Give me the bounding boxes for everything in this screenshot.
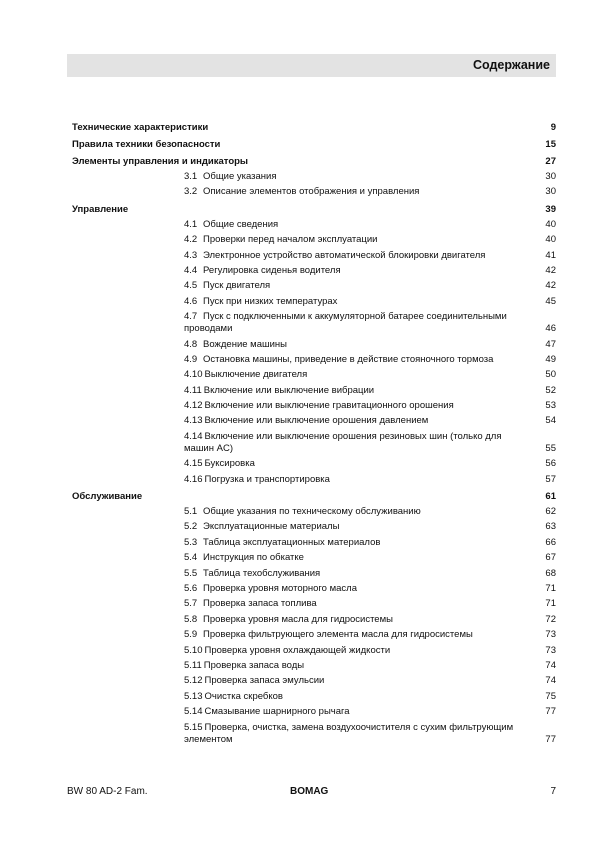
toc-item-page: 57 xyxy=(545,473,556,485)
toc-subsection-row[interactable] xyxy=(72,234,556,246)
toc-subsection-row[interactable] xyxy=(72,186,556,198)
table-of-contents xyxy=(72,120,556,749)
toc-item-page: 68 xyxy=(545,567,556,579)
toc-item-page: 71 xyxy=(545,582,556,594)
toc-item-page: 63 xyxy=(545,521,556,533)
toc-item-title: Проверка уровня моторного масла xyxy=(203,582,357,594)
toc-subsection-row[interactable] xyxy=(72,537,556,549)
toc-item-title: Правила техники безопасности xyxy=(72,139,221,150)
toc-item-number: 5.15 xyxy=(184,721,203,733)
toc-item-number: 4.15 xyxy=(184,458,203,470)
toc-subsection-row[interactable] xyxy=(72,385,556,397)
toc-item-page: 40 xyxy=(545,218,556,230)
toc-item-number: 4.14 xyxy=(184,430,203,442)
toc-item-page: 45 xyxy=(545,295,556,307)
toc-item-title: Проверка запаса топлива xyxy=(203,598,317,610)
toc-item-number: 4.9 xyxy=(184,353,198,365)
toc-item-page: 41 xyxy=(545,249,556,261)
toc-item-title: Выключение двигателя xyxy=(204,369,308,381)
toc-item-number: 4.10 xyxy=(184,369,203,381)
toc-item-page: 49 xyxy=(545,353,556,365)
toc-item-title: Обслуживание xyxy=(72,491,143,503)
toc-item-number: 4.5 xyxy=(184,280,198,292)
toc-subsection-row[interactable] xyxy=(72,521,556,533)
toc-item-title: Таблица эксплуатационных материалов xyxy=(203,536,381,548)
toc-item-title: Остановка машины, приведение в действие стояночного тормоза xyxy=(203,353,494,365)
toc-item-title: Смазывание шарнирного рычага xyxy=(204,706,350,718)
toc-subsection-row[interactable] xyxy=(72,296,556,308)
toc-item-page: 67 xyxy=(545,552,556,564)
toc-item-page: 15 xyxy=(545,139,556,150)
toc-item-number: 4.6 xyxy=(184,295,198,307)
toc-subsection-row[interactable] xyxy=(72,506,556,518)
toc-item-number: 5.13 xyxy=(184,690,203,702)
toc-item-title: Очистка скребков xyxy=(204,690,283,702)
page-title: Содержание xyxy=(472,58,550,72)
toc-item-title: Пуск двигателя xyxy=(203,280,271,292)
toc-item-title: Проверка фильтрующего элемента масла для гидросистемы xyxy=(203,629,473,641)
toc-subsection-row[interactable] xyxy=(72,458,556,470)
toc-item-title: Эксплуатационные материалы xyxy=(203,521,340,533)
toc-subsection-row[interactable] xyxy=(72,675,556,687)
toc-item-page: 77 xyxy=(545,733,556,745)
header-bar xyxy=(67,54,556,77)
toc-item-title: Буксировка xyxy=(204,458,255,470)
toc-item-title: Общие указания xyxy=(203,171,277,182)
toc-item-number: 4.2 xyxy=(184,234,198,246)
toc-item-title: Общие сведения xyxy=(203,218,279,230)
toc-item-number: 5.5 xyxy=(184,567,198,579)
toc-subsection-row[interactable] xyxy=(72,474,556,486)
toc-item-page: 39 xyxy=(545,203,556,215)
toc-item-title: Проверка, очистка, замена воздухоочистителя с сухим фильтрующим элементом xyxy=(184,721,514,745)
toc-item-number: 4.11 xyxy=(184,384,202,396)
toc-item-number: 5.14 xyxy=(184,706,203,718)
toc-item-title: Проверка уровня масла для гидросистемы xyxy=(203,613,393,625)
toc-item-page: 9 xyxy=(550,122,556,133)
toc-subsection-row[interactable] xyxy=(72,568,556,580)
toc-section-row[interactable] xyxy=(72,202,556,219)
toc-item-number: 5.1 xyxy=(184,506,198,518)
toc-item-number: 4.7 xyxy=(184,311,198,323)
toc-item-title: Общие указания по техническому обслуживанию xyxy=(203,506,421,518)
toc-item-title: Электронное устройство автоматической блокировки двигателя xyxy=(203,249,486,261)
toc-subsection-row[interactable] xyxy=(72,280,556,292)
toc-item-number: 3.2 xyxy=(184,186,198,198)
toc-item-page: 74 xyxy=(545,675,556,687)
toc-section-row[interactable] xyxy=(72,489,556,506)
toc-item-page: 62 xyxy=(545,506,556,518)
toc-item-title: Вождение машины xyxy=(203,338,287,350)
toc-item-title: Включение или выключение орошения резиновых шин (только для машин AC) xyxy=(184,430,502,454)
toc-item-page: 73 xyxy=(545,629,556,641)
toc-item-number: 5.2 xyxy=(184,521,198,533)
toc-item-number: 4.8 xyxy=(184,338,198,350)
toc-item-title: Инструкция по обкатке xyxy=(203,552,304,564)
toc-item-title: Управление xyxy=(72,203,129,215)
toc-subsection-row[interactable] xyxy=(72,645,556,657)
toc-subsection-row[interactable] xyxy=(72,598,556,610)
toc-subsection-row[interactable] xyxy=(72,583,556,595)
toc-item-page: 77 xyxy=(545,706,556,718)
toc-item-title: Описание элементов отображения и управления xyxy=(203,186,420,198)
toc-section-row[interactable] xyxy=(72,154,556,171)
toc-item-number: 5.9 xyxy=(184,629,198,641)
toc-item-number: 4.4 xyxy=(184,264,198,276)
toc-item-title: Пуск при низких температурах xyxy=(203,295,338,307)
toc-subsection-row[interactable] xyxy=(72,629,556,641)
toc-subsection-row[interactable] xyxy=(72,552,556,564)
footer-brand: BOMAG xyxy=(290,786,329,797)
toc-item-title: Включение или выключение гравитационного орошения xyxy=(204,400,454,412)
toc-item-page: 71 xyxy=(545,598,556,610)
toc-subsection-row[interactable] xyxy=(72,354,556,366)
toc-item-title: Таблица техобслуживания xyxy=(203,567,321,579)
toc-item-title: Пуск с подключенными к аккумуляторной батарее соединительными проводами xyxy=(184,311,507,335)
toc-subsection-row[interactable] xyxy=(72,339,556,351)
toc-item-page: 52 xyxy=(545,384,556,396)
toc-item-page: 75 xyxy=(545,690,556,702)
toc-item-page: 56 xyxy=(545,458,556,470)
toc-item-page: 54 xyxy=(545,415,556,427)
toc-item-page: 40 xyxy=(545,234,556,246)
toc-subsection-row[interactable] xyxy=(72,691,556,703)
toc-item-number: 5.11 xyxy=(184,659,202,671)
toc-item-number: 5.7 xyxy=(184,598,198,610)
toc-item-title: Включение или выключение орошения давлением xyxy=(204,415,429,427)
toc-subsection-row[interactable] xyxy=(72,706,556,718)
toc-subsection-row[interactable] xyxy=(72,219,556,231)
toc-item-page: 27 xyxy=(545,156,556,167)
toc-subsection-row[interactable] xyxy=(72,369,556,381)
toc-item-title: Проверки перед началом эксплуатации xyxy=(203,234,378,246)
toc-item-number: 4.13 xyxy=(184,415,203,427)
toc-item-page: 46 xyxy=(545,323,556,335)
toc-item-title: Технические характеристики xyxy=(72,122,209,133)
toc-subsection-row[interactable] xyxy=(72,311,556,335)
toc-item-number: 4.12 xyxy=(184,400,203,412)
toc-item-page: 30 xyxy=(545,171,556,182)
toc-item-title: Погрузка и транспортировка xyxy=(204,473,330,485)
toc-item-page: 73 xyxy=(545,644,556,656)
toc-item-number: 5.3 xyxy=(184,536,198,548)
toc-item-page: 55 xyxy=(545,442,556,454)
toc-item-number: 3.1 xyxy=(184,171,198,182)
toc-item-page: 42 xyxy=(545,264,556,276)
toc-item-page: 30 xyxy=(545,186,556,198)
toc-item-title: Проверка уровня охлаждающей жидкости xyxy=(204,644,391,656)
toc-section-row[interactable] xyxy=(72,137,556,154)
toc-subsection-row[interactable] xyxy=(72,400,556,412)
toc-item-number: 4.16 xyxy=(184,473,203,485)
toc-item-page: 53 xyxy=(545,400,556,412)
toc-item-title: Регулировка сиденья водителя xyxy=(203,264,341,276)
toc-subsection-row[interactable] xyxy=(72,660,556,672)
toc-subsection-row[interactable] xyxy=(72,415,556,427)
toc-item-number: 5.4 xyxy=(184,552,198,564)
toc-section-row[interactable] xyxy=(72,120,556,137)
toc-subsection-row[interactable] xyxy=(72,171,556,183)
toc-item-title: Включение или выключение вибрации xyxy=(203,384,375,396)
toc-item-title: Проверка запаса эмульсии xyxy=(204,675,325,687)
toc-subsection-row[interactable] xyxy=(72,431,556,455)
toc-item-number: 5.8 xyxy=(184,613,198,625)
toc-item-number: 4.1 xyxy=(184,218,198,230)
toc-subsection-row[interactable] xyxy=(72,265,556,277)
toc-item-page: 66 xyxy=(545,536,556,548)
toc-item-number: 5.12 xyxy=(184,675,203,687)
toc-subsection-row[interactable] xyxy=(72,722,556,746)
toc-item-number: 5.10 xyxy=(184,644,203,656)
toc-item-page: 72 xyxy=(545,613,556,625)
toc-item-page: 42 xyxy=(545,280,556,292)
toc-item-page: 74 xyxy=(545,659,556,671)
toc-item-page: 50 xyxy=(545,369,556,381)
footer-model: BW 80 AD-2 Fam. xyxy=(67,786,148,797)
toc-item-number: 4.3 xyxy=(184,249,198,261)
toc-item-title: Элементы управления и индикаторы xyxy=(72,156,249,167)
footer-page-number: 7 xyxy=(550,786,556,797)
toc-item-title: Проверка запаса воды xyxy=(203,659,305,671)
toc-item-page: 47 xyxy=(545,338,556,350)
toc-subsection-row[interactable] xyxy=(72,250,556,262)
toc-item-number: 5.6 xyxy=(184,582,198,594)
toc-subsection-row[interactable] xyxy=(72,614,556,626)
toc-item-page: 61 xyxy=(545,491,556,503)
